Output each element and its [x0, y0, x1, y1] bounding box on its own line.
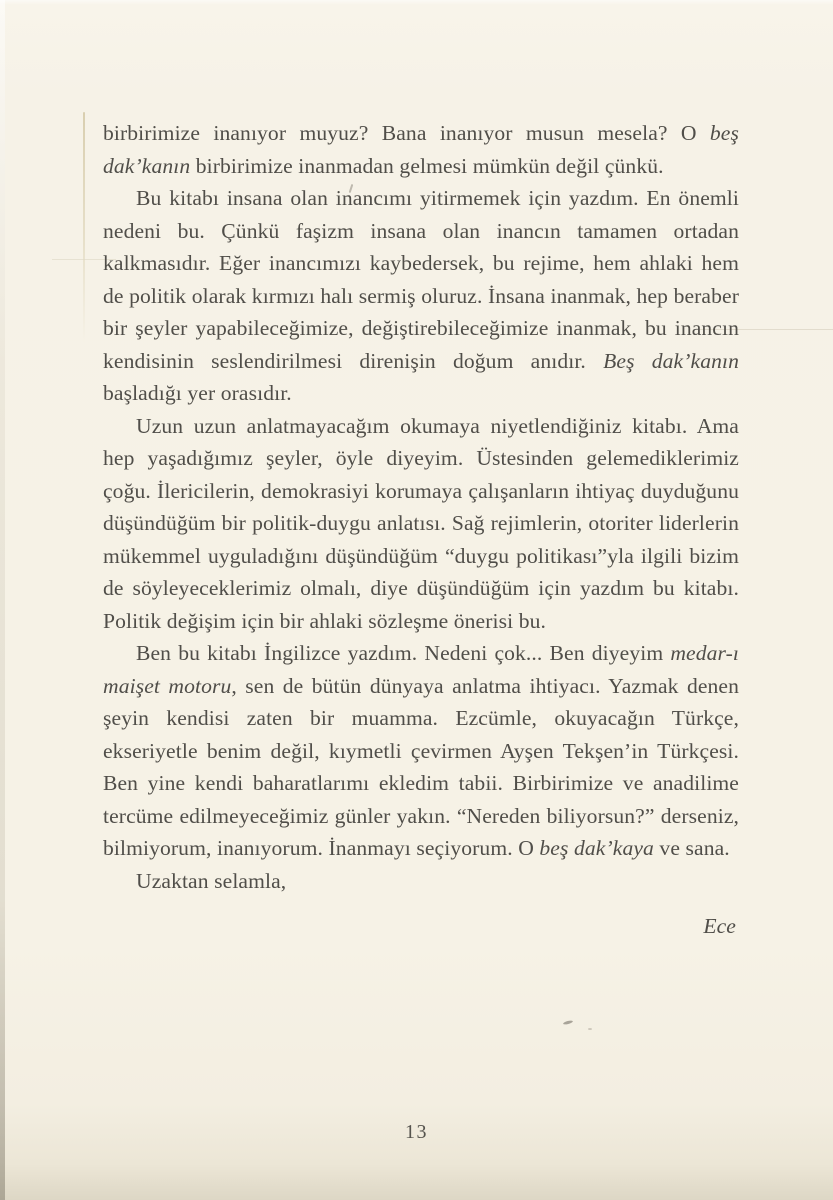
- paragraph-1: birbirimize inanıyor muyuz? Bana inanıyor musun mesela? O beş dak’kanın birbirimize inanmadan gelmesi mümkün değil çünkü.: [103, 121, 739, 178]
- body-text: [103, 117, 739, 943]
- page-left-edge-artifact: [0, 0, 5, 1200]
- scan-speck-artifact: [588, 1028, 592, 1030]
- paragraph-3: Uzun uzun anlatmayacağım okumaya niyetlendiğiniz kitabı. Ama hep yaşadığımız şeyler, öyle diyeyim. Üstesinden gelemediklerimiz çoğu. İlericilerin, demokrasiyi korumaya çalışanların ihtiyaç duyduğunu düşündüğüm bir politik-duygu anlatısı. Sağ rejimlerin, otoriter liderlerin mükemmel uyguladığını düşündüğüm “duygu politikası”yla ilgili bizim de söyleyeceklerimiz olmalı, diye düşündüğüm için yazdım bu kitabı. Politik değişim için bir ahlaki sözleşme önerisi bu.: [103, 413, 739, 633]
- paragraph-2: Bu kitabı insana olan inancımı yitirmemek için yazdım. En önemli nedeni bu. Çünkü faşizm insana olan inancın tamamen ortadan kalkmasıdır. Eğer inancımızı kaybedersek, bu rejime, hem ahlaki hem de politik olarak kırmızı halı sermiş oluruz. İnsana inanmak, hep beraber bir şeyler yapabileceğimize, değiştirebileceğimize inanmak, bu inancın kendisinin seslendirilmesi direnişin doğum anıdır. Beş dak’kanın başladığı yer orasıdır.: [103, 186, 739, 405]
- page-number: 13: [405, 1121, 428, 1143]
- scan-speck-artifact: [563, 1020, 573, 1025]
- signature: Ece: [703, 914, 736, 938]
- page-top-edge-artifact: [0, 0, 833, 5]
- scan-crease-artifact: [83, 112, 85, 342]
- paragraph-4: Ben bu kitabı İngilizce yazdım. Nedeni çok... Ben diyeyim medar-ı maişet motoru, sen de bütün dünyaya anlatma ihtiyacı. Yazmak denen şeyin kendisi zaten bir muamma. Ezcümle, okuyacağın Türkçe, ekseriyetle benim değil, kıymetli çevirmen Ayşen Tekşen’in Türkçesi. Ben yine kendi baharatlarımı ekledim tabii. Birbirimize ve anadilime tercüme edilmeyeceğimiz günler yakın. “Nereden biliyorsun?” derseniz, bilmiyorum, inanıyorum. İnanmayı seçiyorum. O beş dak’kaya ve sana.: [103, 641, 740, 860]
- closing-line: Uzaktan selamla,: [136, 868, 287, 893]
